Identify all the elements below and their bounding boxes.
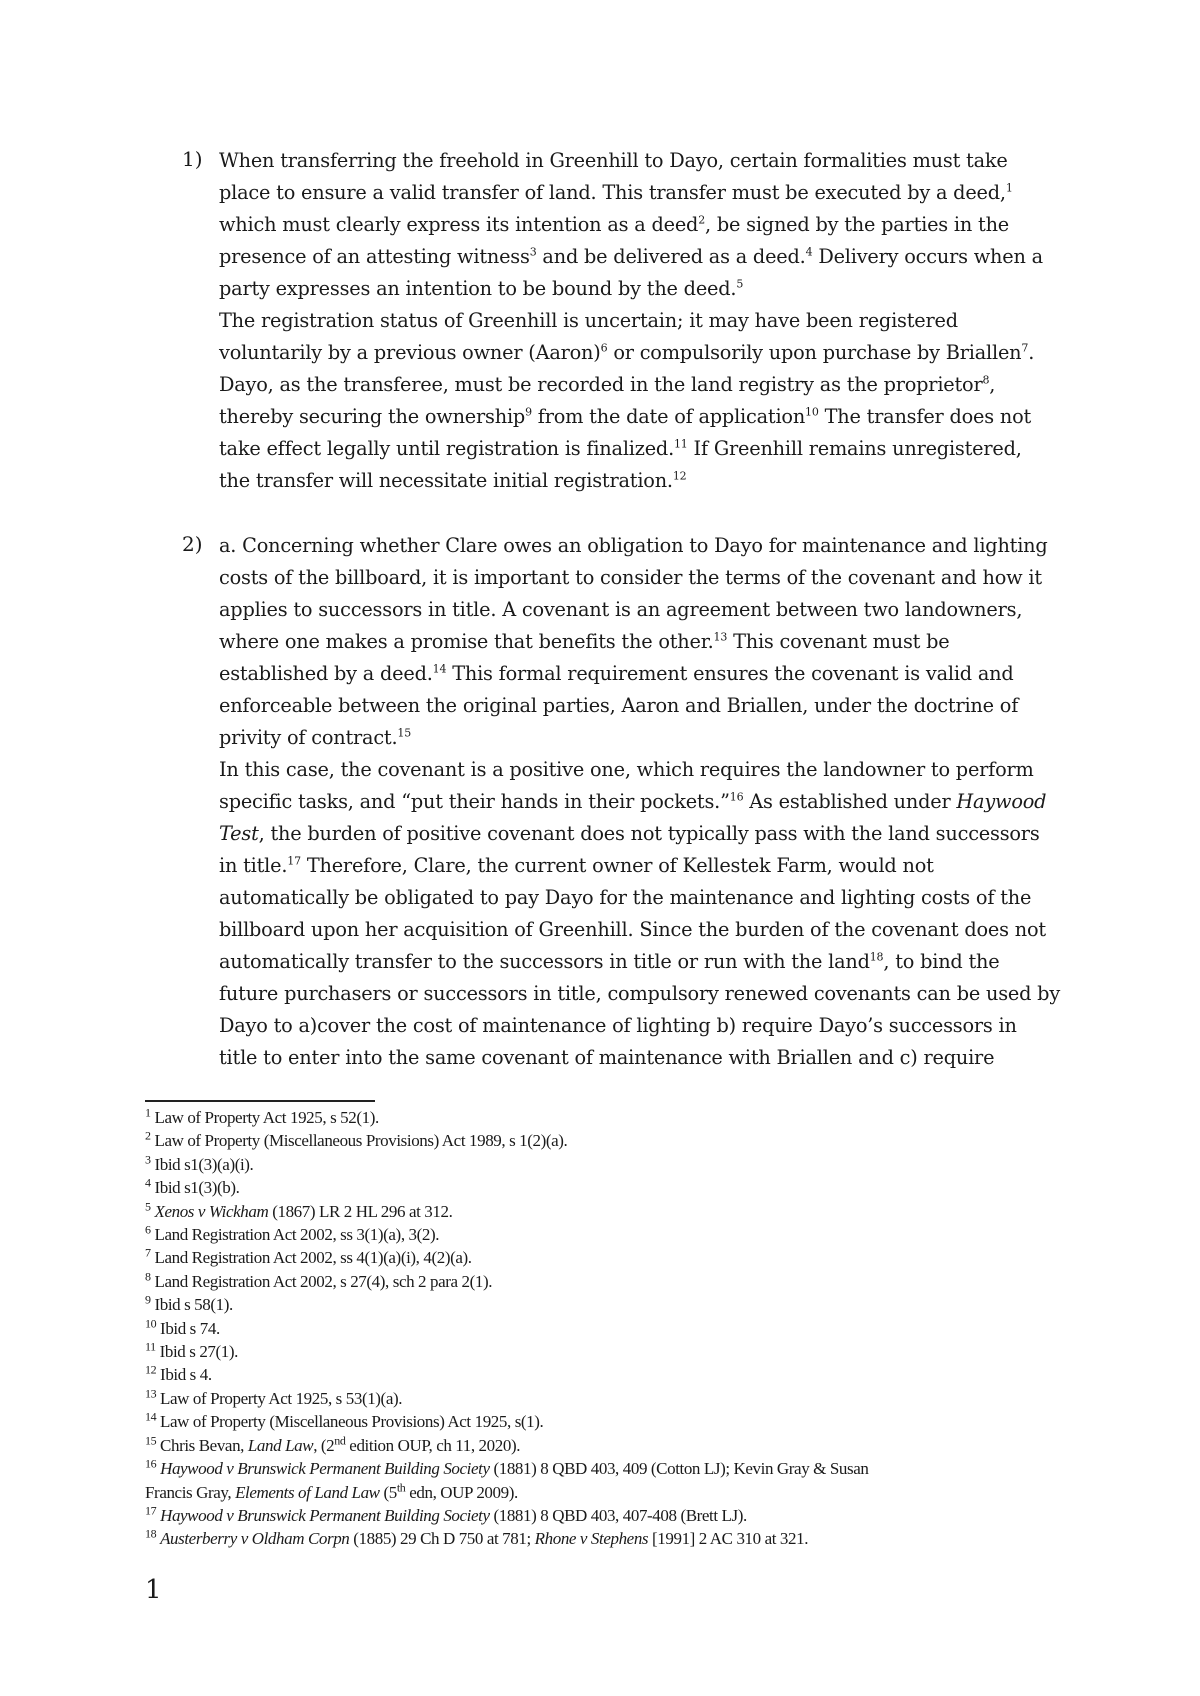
footnote-ref: 1	[145, 1105, 151, 1120]
text-line	[219, 209, 1069, 241]
footnote-line	[145, 1153, 1065, 1176]
footnote-ref: 6	[145, 1222, 151, 1237]
text-run: ,	[989, 373, 996, 396]
text-run: This formal requirement ensures the covenant is valid and	[446, 662, 1014, 685]
text-run: , be signed by the parties in the	[705, 213, 1010, 236]
text-run: Francis Gray,	[145, 1482, 236, 1502]
text-run: the transfer will necessitate initial registration.	[219, 469, 673, 492]
footnote-ref: 6	[600, 341, 608, 355]
text-run: Law of Property (Miscellaneous Provisions) Act 1925, s(1).	[156, 1412, 544, 1432]
text-run: party expresses an intention to be bound by the deed.	[219, 277, 737, 300]
footnote-ref: 9	[145, 1292, 151, 1307]
footnote-ref: 11	[674, 437, 688, 451]
list-number: 1)	[182, 147, 203, 171]
footnote-ref: 7	[145, 1245, 151, 1260]
italic-text: Rhone v Stephens	[534, 1529, 649, 1549]
text-run: .	[1028, 341, 1035, 364]
text-run: a. Concerning whether Clare owes an obligation to Dayo for maintenance and lighting	[219, 534, 1048, 557]
text-run: , (2	[313, 1435, 335, 1455]
footnote-ref: 9	[525, 405, 532, 419]
text-run: The transfer does not	[818, 405, 1032, 428]
text-run: applies to successors in title. A covenant is an agreement between two landowners,	[219, 598, 1023, 621]
italic-text: Haywood v Brunswick Permanent Building Society	[160, 1459, 490, 1479]
footnote-ref: 5	[145, 1198, 151, 1213]
text-line	[219, 530, 1069, 562]
italic-text: Haywood v Brunswick Permanent Building Society	[160, 1505, 490, 1525]
text-run: (1881) 8 QBD 403, 409 (Cotton LJ); Kevin Gray & Susan	[489, 1459, 869, 1479]
text-run: edition OUP, ch 11, 2020).	[345, 1435, 521, 1455]
italic-text: Elements of Land Law	[235, 1482, 380, 1502]
text-run: in title.	[219, 854, 288, 877]
text-run: Land Registration Act 2002, ss 4(1)(a)(i), 4(2)(a).	[150, 1248, 472, 1268]
text-run: If Greenhill remains unregistered,	[687, 437, 1022, 460]
footnote-ref: 11	[145, 1339, 156, 1354]
text-run: Therefore, Clare, the current owner of Kellestek Farm, would not	[300, 854, 934, 877]
footnote-ref: 14	[145, 1409, 157, 1424]
footnote-line	[145, 1200, 1065, 1223]
text-run: place to ensure a valid transfer of land. This transfer must be executed by a deed,	[219, 181, 1006, 204]
text-run: take effect legally until registration is finalized.	[219, 437, 674, 460]
footnote-ref: 14	[432, 662, 447, 676]
footnote-line	[145, 1410, 1065, 1433]
footnote-line	[145, 1434, 1065, 1457]
text-run: from the date of application	[531, 405, 806, 428]
text-run: This covenant must be	[727, 630, 950, 653]
text-line	[219, 818, 1069, 850]
text-line	[219, 401, 1069, 433]
footnote-line	[145, 1293, 1065, 1316]
text-run: Land Registration Act 2002, s 27(4), sch 2 para 2(1).	[150, 1271, 493, 1291]
footnote-ref: 16	[145, 1456, 157, 1471]
footnote-line	[145, 1223, 1065, 1246]
footnote-separator	[145, 1100, 375, 1102]
footnote-ref: 1	[1005, 181, 1013, 195]
footnote-ref: 17	[145, 1503, 157, 1518]
text-run: enforceable between the original parties, Aaron and Briallen, under the doctrine of	[219, 694, 1019, 717]
text-run: billboard upon her acquisition of Greenhill. Since the burden of the covenant does not	[219, 918, 1046, 941]
text-run: Ibid s 74.	[156, 1318, 220, 1338]
text-run: Law of Property Act 1925, s 53(1)(a).	[156, 1388, 403, 1408]
footnote-line	[145, 1246, 1065, 1269]
text-run: Dayo to a)cover the cost of maintenance of lighting b) require Dayo’s successors in	[219, 1014, 1017, 1037]
text-run: voluntarily by a previous owner (Aaron)	[219, 341, 601, 364]
text-run: Chris Bevan,	[156, 1435, 248, 1455]
footnote-line	[145, 1106, 1065, 1129]
footnote-ref: 3	[529, 245, 537, 259]
text-run: (1867) LR 2 HL 296 at 312.	[268, 1201, 453, 1221]
text-line	[219, 690, 1069, 722]
text-run: The registration status of Greenhill is uncertain; it may have been registered	[219, 309, 958, 332]
footnote-ref: 10	[805, 405, 819, 419]
text-line	[219, 305, 1069, 337]
footnote-line	[145, 1527, 1065, 1550]
footnote-ref: 4	[145, 1175, 151, 1190]
text-run: future purchasers or successors in title, compulsory renewed covenants can be used by	[219, 982, 1061, 1005]
list-number: 2)	[182, 532, 203, 556]
italic-text: Xenos v Wickham	[154, 1201, 269, 1221]
text-run: , to bind the	[883, 950, 1000, 973]
text-run: and be delivered as a deed.	[536, 245, 806, 268]
footnote-line	[145, 1317, 1065, 1340]
text-line	[219, 626, 1069, 658]
text-line	[219, 145, 1069, 177]
italic-text: Austerberry v Oldham Corpn	[160, 1529, 350, 1549]
text-run: Ibid s 58(1).	[150, 1295, 233, 1315]
text-run: where one makes a promise that benefits the other.	[219, 630, 714, 653]
text-run: Ibid s 27(1).	[155, 1342, 238, 1362]
text-line	[219, 337, 1069, 369]
italic-text: Haywood	[956, 790, 1047, 813]
footnote-ref: 8	[982, 373, 990, 387]
footnote-ref: 3	[145, 1152, 151, 1167]
paragraph-body	[219, 145, 1069, 497]
text-run: (5	[379, 1482, 397, 1502]
footnote-line	[145, 1363, 1065, 1386]
footnote-ref: 10	[145, 1316, 157, 1330]
text-line	[219, 658, 1069, 690]
text-run: [1991] 2 AC 310 at 321.	[648, 1529, 809, 1549]
footnote-line	[145, 1129, 1065, 1152]
footnote-ref: th	[396, 1479, 406, 1494]
text-run: Ibid s1(3)(a)(i).	[150, 1154, 254, 1174]
footnote-ref: 18	[145, 1526, 157, 1541]
page-number: 1	[145, 1575, 162, 1605]
text-run: established by a deed.	[219, 662, 433, 685]
footnote-line	[145, 1176, 1065, 1199]
footnote-ref: 12	[145, 1362, 157, 1377]
text-run: specific tasks, and “put their hands in their pockets.”	[219, 790, 730, 813]
text-line	[219, 978, 1069, 1010]
text-run: , the burden of positive covenant does not typically pass with the land successors	[258, 822, 1040, 845]
footnote-ref: 5	[736, 277, 744, 291]
text-run: thereby securing the ownership	[219, 405, 526, 428]
footnote-ref: 13	[145, 1386, 157, 1401]
text-run: title to enter into the same covenant of maintenance with Briallen and c) require	[219, 1046, 995, 1069]
paragraph-body	[219, 530, 1069, 1074]
text-line	[219, 369, 1069, 401]
text-run: or compulsorily upon purchase by Briallen	[607, 341, 1022, 364]
text-line	[219, 754, 1069, 786]
text-run: Ibid s1(3)(b).	[150, 1178, 240, 1198]
footnote-line	[145, 1481, 1065, 1504]
text-line	[219, 177, 1069, 209]
text-line	[219, 914, 1069, 946]
footnote-ref: 2	[698, 213, 705, 227]
text-line	[219, 850, 1069, 882]
text-line	[219, 722, 1069, 754]
text-run: which must clearly express its intention as a deed	[219, 213, 699, 236]
footnote-ref: 17	[287, 854, 301, 868]
text-run: In this case, the covenant is a positive one, which requires the landowner to perform	[219, 758, 1034, 781]
text-line	[219, 882, 1069, 914]
italic-text: Land Law	[247, 1435, 314, 1455]
footnote-ref: 2	[145, 1128, 151, 1143]
footnote-ref: 12	[672, 469, 687, 483]
text-run: costs of the billboard, it is important to consider the terms of the covenant and how it	[219, 566, 1042, 589]
text-line	[219, 562, 1069, 594]
text-run: automatically transfer to the successors in title or run with the land	[219, 950, 870, 973]
text-line	[219, 946, 1069, 978]
footnote-ref: nd	[334, 1433, 346, 1448]
text-run: Dayo, as the transferee, must be recorded in the land registry as the proprietor	[219, 373, 983, 396]
text-run: (1885) 29 Ch D 750 at 781;	[349, 1529, 535, 1549]
footnote-line	[145, 1270, 1065, 1293]
text-run: Law of Property (Miscellaneous Provisions) Act 1989, s 1(2)(a).	[150, 1131, 568, 1151]
footnote-line	[145, 1457, 1065, 1480]
text-run: edn, OUP 2009).	[405, 1482, 518, 1502]
footnote-ref: 7	[1021, 341, 1029, 355]
text-run: When transferring the freehold in Greenhill to Dayo, certain formalities must take	[219, 149, 1008, 172]
text-run: Ibid s 4.	[156, 1365, 212, 1385]
text-line	[219, 1042, 1069, 1074]
text-line	[219, 273, 1069, 305]
footnotes	[145, 1106, 1065, 1551]
footnote-ref: 8	[145, 1269, 151, 1284]
text-run: presence of an attesting witness	[219, 245, 530, 268]
text-run: Land Registration Act 2002, ss 3(1)(a), 3(2).	[150, 1225, 440, 1245]
text-line	[219, 1010, 1069, 1042]
text-line	[219, 241, 1069, 273]
text-run: Law of Property Act 1925, s 52(1).	[150, 1108, 379, 1127]
footnote-ref: 4	[805, 245, 813, 259]
text-run: (1881) 8 QBD 403, 407-408 (Brett LJ).	[489, 1505, 747, 1525]
text-line	[219, 433, 1069, 465]
footnote-ref: 15	[145, 1433, 157, 1448]
text-line	[219, 594, 1069, 626]
footnote-ref: 18	[869, 950, 884, 964]
footnote-ref: 16	[729, 790, 744, 804]
footnote-line	[145, 1340, 1065, 1363]
footnote-line	[145, 1504, 1065, 1527]
footnote-ref: 15	[397, 726, 411, 740]
text-line	[219, 465, 1069, 497]
footnote-ref: 13	[713, 630, 728, 644]
text-run: privity of contract.	[219, 726, 398, 749]
italic-text: Test	[219, 822, 259, 845]
text-run: automatically be obligated to pay Dayo for the maintenance and lighting costs of the	[219, 886, 1032, 909]
text-run: As established under	[743, 790, 957, 813]
text-run: Delivery occurs when a	[812, 245, 1043, 268]
text-line	[219, 786, 1069, 818]
footnote-line	[145, 1387, 1065, 1410]
